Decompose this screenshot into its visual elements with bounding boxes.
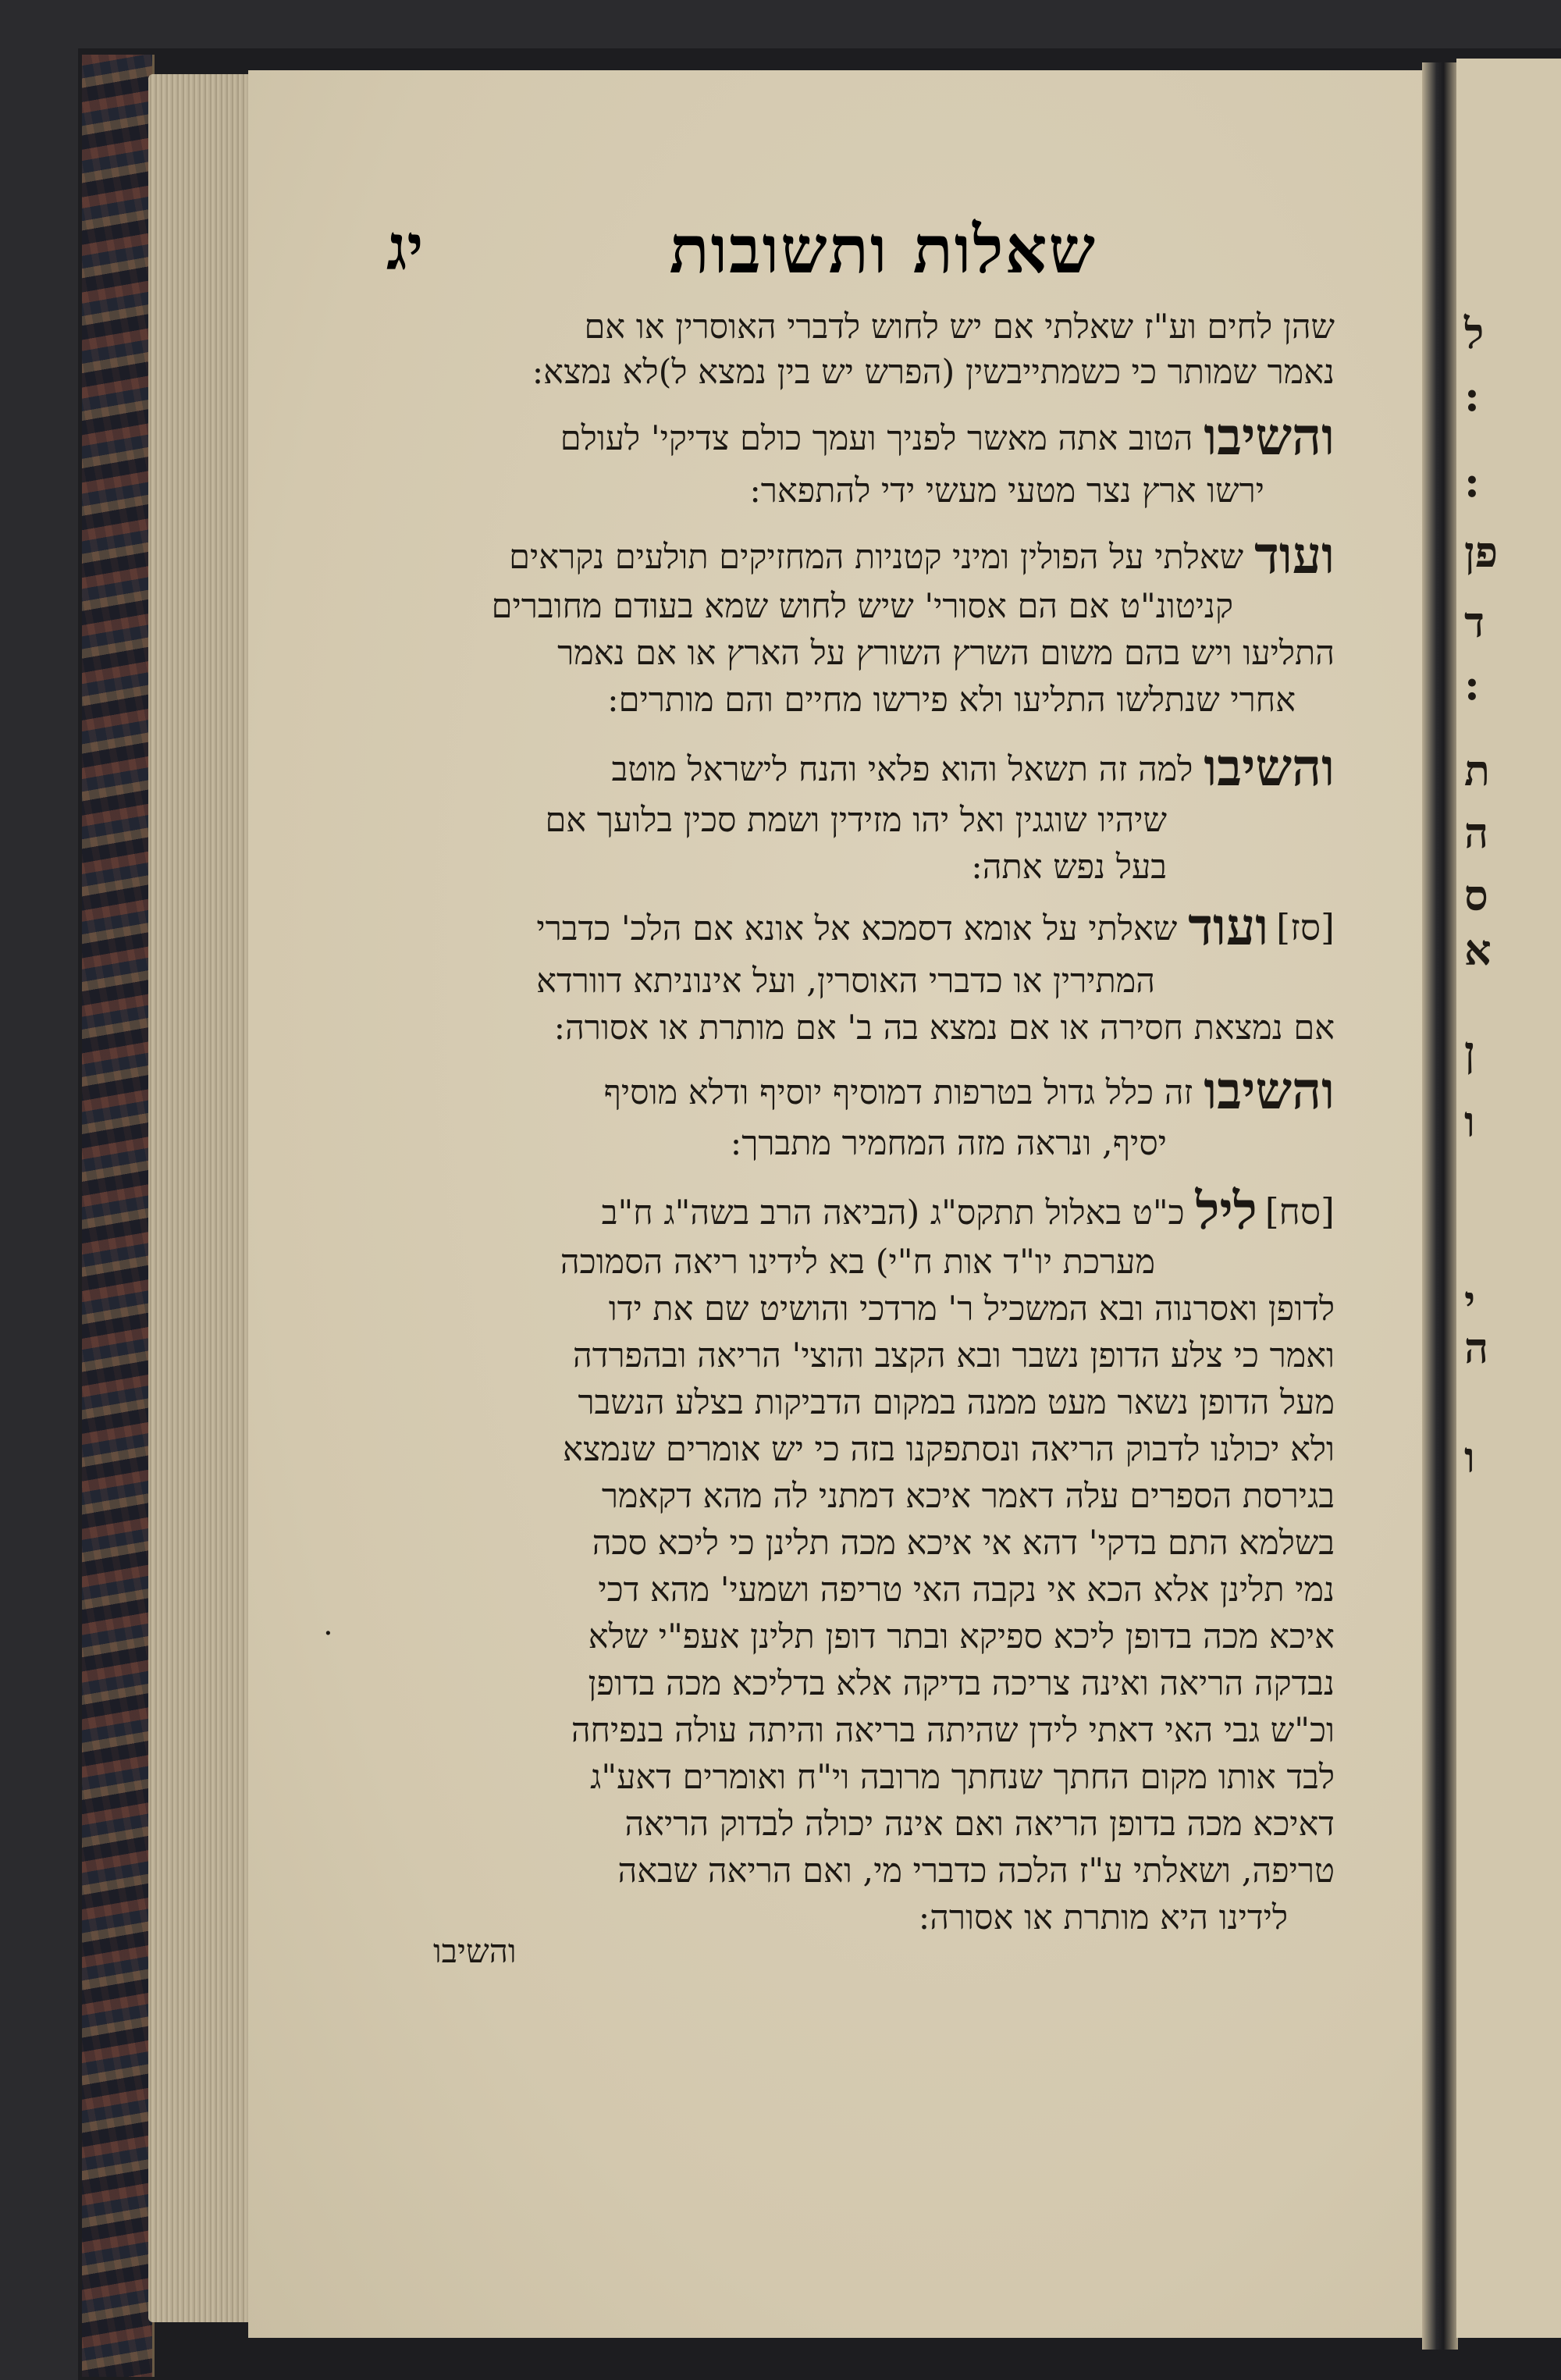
text-line: דאיכא מכה בדופן הריאה ואם אינה יכולה לבדוק הריאה	[624, 1805, 1335, 1844]
text-line: טריפה, ושאלתי ע"ז הלכה כדברי מי, ואם הריאה שבאה	[617, 1852, 1335, 1891]
running-header	[355, 211, 1354, 289]
text-line: המתירין או כדברי האוסרין, ועל אינוניתא דוורדא	[536, 962, 1155, 1001]
text-line: בשלמא התם בדקי' דהא אי איכא מכה תלינן כי ליכא סכה	[592, 1524, 1335, 1563]
text-line: ועודשאלתי על הפולין ומיני קטניות המחזיקים תולעים נקראים	[509, 525, 1335, 585]
page-title: שאלות ותשובות	[669, 211, 1097, 288]
text-line: בעל נפש אתה:	[971, 848, 1167, 887]
text-line: יסיף, ונראה מזה המחמיר מתברך:	[730, 1124, 1167, 1163]
text-line: והשיבולמה זה תשאל והוא פלאי והנח לישראל מוטב	[611, 737, 1335, 798]
text-line: [סז]ועודשאלתי על אומא דסמכא אל אונא אם הלכ' כדברי	[536, 896, 1335, 957]
book-gutter	[1422, 62, 1458, 2350]
page-number: יג	[386, 211, 424, 284]
lead-word: ליל	[1195, 1180, 1257, 1241]
text-line: אם נמצאת חסירה או אם נמצא בה ב' אם מותרת או אסורה:	[553, 1009, 1335, 1048]
text-line: מערכת יו"ד אות ח"י) בא לידינו ריאה הסמוכה	[560, 1243, 1155, 1282]
facing-page-fragment: ו	[1464, 1097, 1475, 1147]
text-line: ואמר כי צלע הדופן נשבר ובא הקצב והוצי' הריאה ובהפרדה	[573, 1336, 1335, 1375]
facing-page-fragment: ל	[1464, 308, 1485, 358]
text-line: [סח]לילכ"ט באלול תתקס"ג (הביאה הרב בשה"ג ח"ב	[601, 1180, 1335, 1241]
lead-word: והשיבו	[1204, 737, 1335, 798]
text-line: איכא מכה בדופן ליכא ספיקא ובתר דופן תלינן אעפ"י שלא	[588, 1617, 1335, 1656]
text-line: נבדקה הריאה ואינה צריכה בדיקה אלא בדליכא מכה בדופן	[588, 1664, 1335, 1703]
facing-page-fragment: ה	[1464, 808, 1489, 858]
text-line: קניטונ"ט אם הם אסורי' שיש לחוש שמא בעודם מחוברים	[491, 587, 1233, 626]
facing-page-fragment: :	[1464, 371, 1480, 421]
facing-page-fragment: ס	[1464, 870, 1488, 920]
marbled-edge	[82, 55, 155, 2377]
text-line: נמי תלינן אלא הכא אי נקבה האי טריפה ושמעי' מהא דכי	[598, 1571, 1335, 1610]
lead-word: והשיבו	[1204, 406, 1335, 467]
facing-page-fragment: א	[1464, 925, 1492, 975]
facing-page-fragment: פן	[1464, 527, 1499, 577]
text-line: לבד אותו מקום החתך שנחתך מרובה וי"ח ואומרים דאע"ג	[590, 1758, 1335, 1797]
text-line: ולא יכולנו לדבוק הריאה ונסתפקנו בזה כי יש אומרים שנמצא	[563, 1430, 1335, 1469]
facing-page-fragment: ה	[1464, 1323, 1489, 1373]
text-line: בגירסת הספרים עלה דאמר איכא דמתני לה מהא דקאמר	[601, 1477, 1335, 1516]
text-line: ירשו ארץ נצר מטעי מעשי ידי להתפאר:	[749, 471, 1264, 511]
section-number: [סז]	[1276, 906, 1335, 948]
lead-word: ועוד	[1254, 525, 1335, 585]
ink-speck: .	[323, 1606, 333, 1642]
text-line: אחרי שנתלשו התליעו ולא פירשו מחיים והם מותרים:	[607, 681, 1296, 720]
text-line: מעל הדופן נשאר מעט ממנה במקום הדביקות בצלע הנשבר	[578, 1383, 1335, 1422]
text-line: שהן לחים וע"ז שאלתי אם יש לחוש לדברי האוסרין או אם	[584, 308, 1335, 347]
catchword: והשיבו	[433, 1932, 517, 1970]
facing-page-fragment: ת	[1464, 745, 1490, 795]
facing-page-fragment: י	[1464, 1276, 1476, 1326]
facing-page-fragment: ד	[1464, 597, 1485, 647]
text-line: התליעו ויש בהם משום השרץ השורץ על הארץ או אם נאמר	[557, 634, 1335, 673]
lead-word: ועוד	[1188, 896, 1269, 957]
text-line: לידינו היא מותרת או אסורה:	[918, 1898, 1288, 1937]
lead-word: והשיבו	[1204, 1060, 1335, 1121]
facing-page-fragment: :	[1464, 457, 1480, 507]
facing-page-fragment: ו	[1464, 1432, 1475, 1482]
facing-page-fragment: :	[1464, 660, 1480, 710]
section-number: [סח]	[1264, 1190, 1335, 1233]
text-line: וכ"ש גבי האי דאתי לידן שהיתה בריאה והיתה עולה בנפיחה	[571, 1711, 1335, 1750]
text-line: לדופן ואסרנוה ובא המשכיל ר' מרדכי והושיט שם את ידו	[608, 1290, 1335, 1329]
text-line: נאמר שמותר כי כשמתייבשין (הפרש יש בין נמצא ל)לא נמצא:	[532, 353, 1335, 392]
facing-page	[1456, 59, 1561, 2338]
page-edges	[148, 74, 258, 2322]
text-line: והשיבוזה כלל גדול בטרפות דמוסיף יוסיף ודלא מוסיף	[603, 1060, 1335, 1121]
text-line: שיהיו שוגגין ואל יהו מזידין ושמת סכין בלועך אם	[545, 801, 1167, 840]
facing-page-fragment: ן	[1464, 1026, 1475, 1076]
text-line: והשיבוהטוב אתה מאשר לפניך ועמך כולם צדיקי' לעולם	[560, 406, 1335, 467]
